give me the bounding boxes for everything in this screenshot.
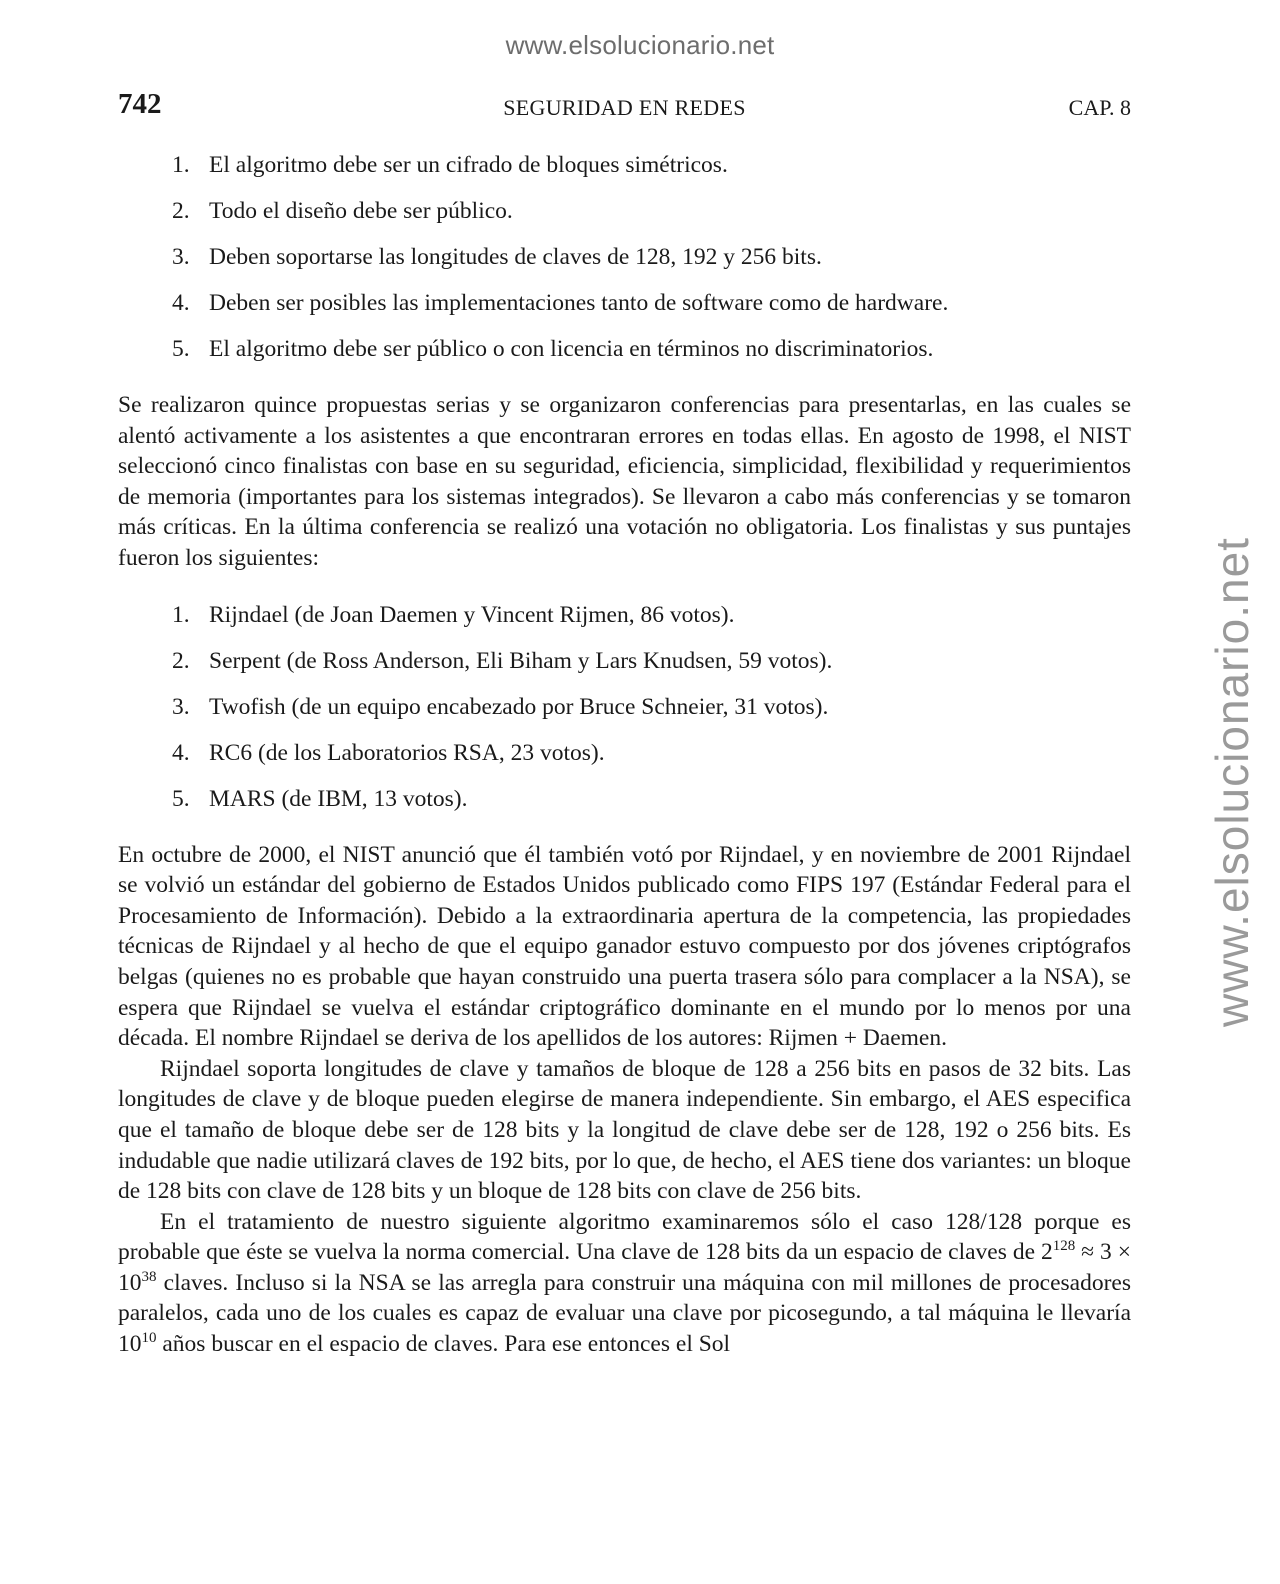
text-run: En el tratamiento de nuestro siguiente algoritmo examinaremos sólo el caso 128/128 porque es probable que éste se vuelva la norma comercial. Una clave de 128 bits da un espacio de claves de xyxy=(118,1208,1131,1266)
list-item-text: MARS (de IBM, 13 votos). xyxy=(209,785,468,812)
list-item-text: Serpent (de Ross Anderson, Eli Biham y Lars Knudsen, 59 votos). xyxy=(209,647,833,674)
chapter-label: CAP. 8 xyxy=(1068,95,1131,120)
list-item xyxy=(118,600,1131,646)
list-item-text: Todo el diseño debe ser público. xyxy=(209,198,513,224)
superscript: 38 xyxy=(141,1268,157,1285)
list-number: 4. xyxy=(172,739,190,766)
watermark-url-top: www.elsolucionario.net xyxy=(505,30,775,60)
list-item-text: El algoritmo debe ser un cifrado de bloques simétricos. xyxy=(209,152,728,178)
aes-requirements-list xyxy=(118,150,1131,380)
list-number: 2. xyxy=(172,198,190,224)
watermark-url-side: www.elsolucionario.net xyxy=(1206,537,1258,1027)
list-item-text: Deben ser posibles las implementaciones tanto de software como de hardware. xyxy=(209,290,949,316)
page-number: 742 xyxy=(118,88,162,120)
list-item xyxy=(118,288,1131,334)
running-header xyxy=(118,88,1131,124)
list-item xyxy=(118,692,1131,738)
list-item xyxy=(118,784,1131,830)
list-item-text: El algoritmo debe ser público o con licencia en términos no discriminatorios. xyxy=(209,336,934,362)
paragraph-key-lengths: Rijndael soporta longitudes de clave y tamaños de bloque de 128 a 256 bits en pasos de 32 bits. Las longitudes de clave y de bloque pueden elegirse de manera independiente. Sin embargo, el AES especifica que el tamaño de bloque debe ser de 128 bits y la longitud de clave debe ser de 128, 192 o 256 bits. Es indudable que nadie utilizará claves de 192 bits, por lo que, de hecho, el AES tiene dos variantes: un bloque de 128 bits con clave de 128 bits y un bloque de 128 bits con clave de 256 bits. xyxy=(118,1055,1131,1205)
list-item-text: Rijndael (de Joan Daemen y Vincent Rijmen, 86 votos). xyxy=(209,601,735,628)
text-run: 2 xyxy=(1040,1239,1053,1266)
superscript: 10 xyxy=(141,1330,157,1347)
list-number: 3. xyxy=(172,693,190,720)
list-item xyxy=(118,334,1131,380)
paragraph-keyspace xyxy=(118,1207,1131,1360)
page-body xyxy=(118,150,1131,1360)
list-item xyxy=(118,150,1131,196)
list-item-text: RC6 (de los Laboratorios RSA, 23 votos). xyxy=(209,739,605,766)
list-number: 4. xyxy=(172,290,190,316)
list-item xyxy=(118,242,1131,288)
list-number: 5. xyxy=(172,785,190,812)
text-run: ≈ 3 × 10 xyxy=(118,1239,1131,1296)
text-run: claves. Incluso si la NSA se las arregla para construir una máquina con mil millones de procesadores paralelos, cada uno de los cuales es capaz de evaluar una clave por picosegundo, a tal máquina le llevaría 10 xyxy=(118,1269,1131,1358)
finalists-list xyxy=(118,600,1131,830)
list-item-text: Twofish (de un equipo encabezado por Bruce Schneier, 31 votos). xyxy=(209,693,829,720)
list-number: 5. xyxy=(172,336,190,362)
text-run: años buscar en el espacio de claves. Para ese entonces el Sol xyxy=(156,1331,731,1358)
paragraph-proposals: Se realizaron quince propuestas serias y se organizaron conferencias para presentarlas, en las cuales se alentó activamente a los asistentes a que encontraran errores en todas ellas. En agosto de 1998, el NIST seleccionó cinco finalistas con base en su seguridad, eficiencia, simplicidad, flexibilidad y requerimientos de memoria (importantes para los sistemas integrados). Se llevaron a cabo más conferencias y se tomaron más críticas. En la última conferencia se realizó una votación no obligatoria. Los finalistas y sus puntajes fueron los siguientes: xyxy=(118,392,1131,571)
list-item xyxy=(118,196,1131,242)
running-title: SEGURIDAD EN REDES xyxy=(503,95,746,120)
list-number: 3. xyxy=(172,244,190,270)
list-number: 2. xyxy=(172,647,190,674)
list-item-text: Deben soportarse las longitudes de claves de 128, 192 y 256 bits. xyxy=(209,244,822,270)
list-number: 1. xyxy=(172,152,190,178)
superscript: 128 xyxy=(1052,1238,1076,1255)
paragraph-nist-selection: En octubre de 2000, el NIST anunció que él también votó por Rijndael, y en noviembre de 2001 Rijndael se volvió un estándar del gobierno de Estados Unidos publicado como FIPS 197 (Estándar Federal para el Procesamiento de Información). Debido a la extraordinaria apertura de la competencia, las propiedades técnicas de Rijndael y al hecho de que el equipo ganador estuvo compuesto por dos jóvenes criptógrafos belgas (quienes no es probable que hayan construido una puerta trasera sólo para complacer a la NSA), se espera que Rijndael se vuelva el estándar criptográfico dominante en el mundo por lo menos por una década. El nombre Rijndael se deriva de los apellidos de los autores: Rijmen + Daemen. xyxy=(118,841,1131,1052)
list-number: 1. xyxy=(172,601,190,628)
list-item xyxy=(118,646,1131,692)
list-item xyxy=(118,738,1131,784)
